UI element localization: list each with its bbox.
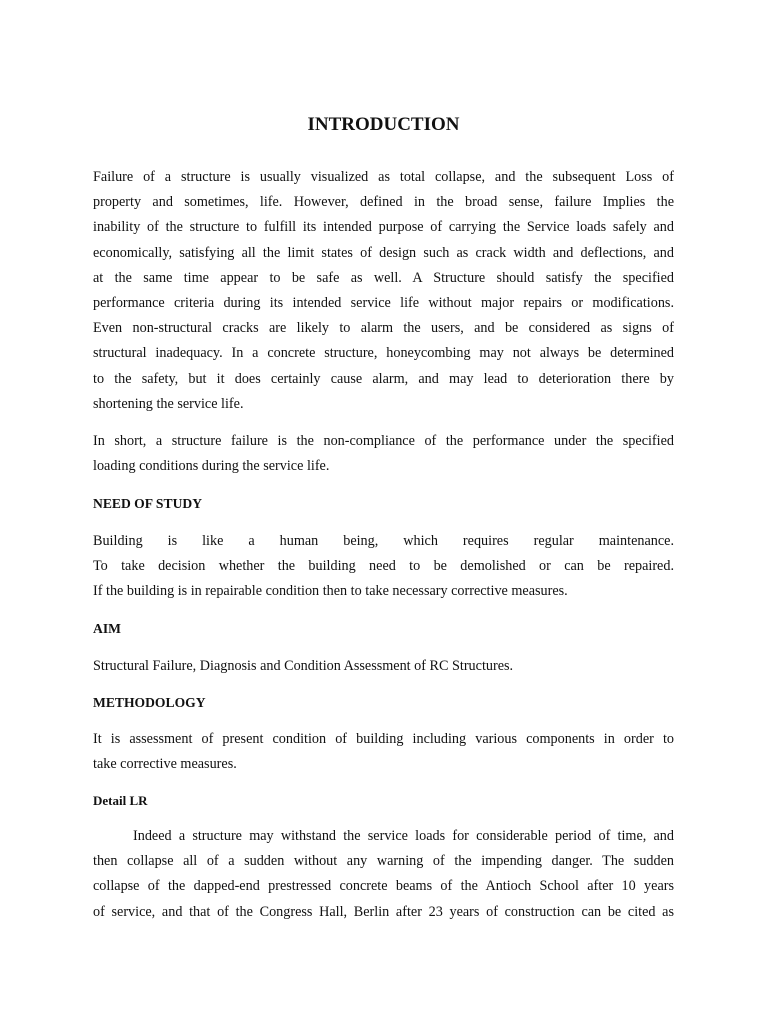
need-of-study-paragraph: [93, 529, 674, 605]
text-line: Building is like a human being, which requires regular maintenance.: [93, 533, 674, 549]
text-line: loading conditions during the service life.: [93, 458, 330, 475]
text-line: then collapse all of a sudden without any warning of the impending danger. The sudden: [93, 853, 674, 870]
page-title: INTRODUCTION: [307, 114, 460, 135]
text-line: at the same time appear to be safe as well. A Structure should satisfy the specified: [93, 269, 674, 286]
text-line: economically, satisfying all the limit states of design such as crack width and deflections, and: [93, 244, 674, 261]
text-line: to the safety, but it does certainly cause alarm, and may lead to deterioration there by: [93, 370, 674, 387]
text-line: If the building is in repairable condition then to take necessary corrective measures.: [93, 583, 568, 600]
text-line: In short, a structure failure is the non-compliance of the performance under the specified: [93, 433, 674, 449]
text-line: Even non-structural cracks are likely to alarm the users, and be considered as signs of: [93, 320, 674, 337]
text-line: Structural Failure, Diagnosis and Condition Assessment of RC Structures.: [93, 658, 514, 674]
text-line: of service, and that of the Congress Hall, Berlin after 23 years of construction can be cited as: [93, 903, 674, 920]
methodology-heading: METHODOLOGY: [93, 695, 206, 710]
text-line: performance criteria during its intended service life without major repairs or modifications.: [93, 294, 674, 311]
text-line: take corrective measures.: [93, 756, 237, 773]
text-line: It is assessment of present condition of building including various components in order to: [93, 731, 674, 747]
aim-paragraph: [93, 654, 674, 679]
text-line: property and sometimes, life. However, defined in the broad sense, failure Implies the: [93, 194, 674, 211]
text-line: structural inadequacy. In a concrete structure, honeycombing may not always be determined: [93, 345, 674, 362]
text-line: inability of the structure to fulfill its intended purpose of carrying the Service loads safely and: [93, 219, 674, 236]
intro-paragraph: [93, 165, 674, 417]
text-line: shortening the service life.: [93, 395, 244, 412]
aim-heading: AIM: [93, 621, 121, 636]
text-line: collapse of the dapped-end prestressed concrete beams of the Antioch School after 10 years: [93, 878, 674, 895]
methodology-paragraph: [93, 727, 674, 777]
text-line: Indeed a structure may withstand the service loads for considerable period of time, and: [133, 828, 674, 844]
detail-heading: Detail LR: [93, 793, 148, 808]
need-of-study-heading: NEED OF STUDY: [93, 496, 203, 511]
text-line: To take decision whether the building need to be demolished or can be repaired.: [93, 558, 674, 575]
text-line: Failure of a structure is usually visualized as total collapse, and the subsequent Loss of: [93, 169, 674, 185]
detail-paragraph: [93, 824, 674, 925]
summary-paragraph: [93, 429, 674, 479]
